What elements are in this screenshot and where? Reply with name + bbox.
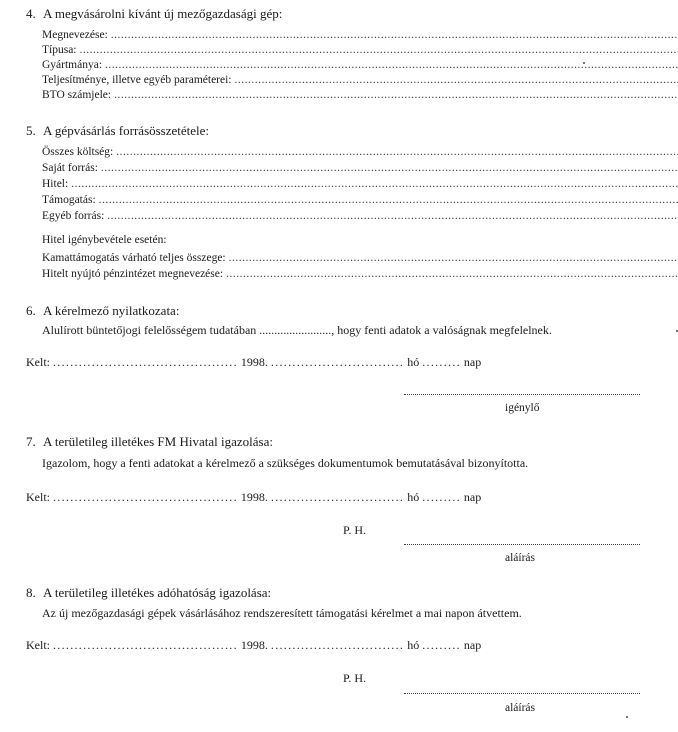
field-gyartmanya[interactable] [42,59,678,71]
field-label: Saját forrás: [42,162,98,174]
scan-speck [626,716,628,718]
scan-speck [583,62,585,64]
signature-line[interactable] [404,693,640,694]
statement-text: , hogy fenti adatok a valóságnak megfelelnek. [331,323,552,337]
month-fill-in[interactable]: ............................... [270,355,405,369]
section-title: A területileg illetékes FM Hivatal igazolása: [43,434,273,449]
field-label: Összes költség: [42,146,114,158]
signature-caption: igénylő [505,402,540,414]
fill-in-line[interactable] [105,59,678,71]
day-label: nap [463,638,482,652]
field-tipusa[interactable] [42,44,678,56]
stamp-placeholder: P. H. [343,671,367,685]
field-sajat-forras[interactable] [42,162,678,174]
fill-in-line[interactable] [99,194,678,206]
field-osszes-koltseg[interactable] [42,146,678,158]
place-fill-in[interactable]: ........................................... [53,490,238,504]
day-fill-in[interactable]: ......... [422,638,461,652]
field-label: Gyártmánya: [42,59,103,71]
year-label: 1998. [240,490,268,504]
fill-in-line[interactable] [116,146,678,158]
section-number: 6. [26,303,36,318]
field-label: Egyéb forrás: [42,210,105,222]
year-label: 1998. [240,355,268,369]
day-label: nap [463,355,482,369]
section-number: 4. [26,6,36,21]
signature-line[interactable] [404,544,640,545]
fill-in-line[interactable] [226,268,678,280]
fill-in-line[interactable] [80,44,678,56]
section-title: A területileg illetékes adóhatóság igazolása: [43,585,272,600]
fill-in-line[interactable] [71,178,678,190]
name-fill-in-line[interactable]: ........................ [259,323,332,337]
section-title: A megvásárolni kívánt új mezőgazdasági gép: [43,6,283,21]
month-label: hó [407,490,420,504]
field-teljesitmenye[interactable] [42,74,678,86]
declaration-statement [42,323,552,338]
field-label: BTO számjele: [42,89,112,101]
credit-intro: Hitel igénybevétele esetén: [42,234,167,246]
section-number: 7. [26,434,36,449]
field-bto-szamjele[interactable] [42,89,678,101]
section-5-heading [26,123,209,139]
stamp-placeholder: P. H. [343,523,367,537]
section-number: 5. [26,123,36,138]
place-fill-in[interactable]: ........................................... [53,638,238,652]
fill-in-line[interactable] [111,29,678,41]
fill-in-line[interactable] [107,210,678,222]
signature-caption: aláírás [505,702,536,714]
field-kamattamogatas[interactable] [42,252,678,264]
month-label: hó [407,638,420,652]
signature-caption: aláírás [505,552,536,564]
fill-in-line[interactable] [235,74,678,86]
kelt-label: Kelt: [26,355,50,369]
field-label: Teljesítménye, illetve egyéb paraméterei: [42,74,232,86]
field-egyeb-forras[interactable] [42,210,678,222]
section-7-heading [26,434,273,450]
month-fill-in[interactable]: ............................... [270,638,405,652]
statement-text: Alulírott büntetőjogi felelősségem tudatában [42,323,257,337]
field-tamogatas[interactable] [42,194,678,206]
section-6-heading [26,303,179,319]
field-label: Támogatás: [42,194,96,206]
kelt-label: Kelt: [26,638,50,652]
section-title: A kérelmező nyilatkozata: [43,303,180,318]
field-label: Kamattámogatás várható teljes összege: [42,252,226,264]
field-label: Megnevezése: [42,29,108,41]
date-line [26,355,481,370]
kelt-label: Kelt: [26,490,50,504]
day-label: nap [463,490,482,504]
place-fill-in[interactable]: ........................................... [53,355,238,369]
section-number: 8. [26,585,36,600]
date-line [26,638,481,653]
month-label: hó [407,355,420,369]
date-line [26,490,481,505]
month-fill-in[interactable]: ............................... [270,490,405,504]
certification-statement: Igazolom, hogy a fenti adatokat a kérelmező a szükséges dokumentumok bemutatásával bizonyította. [42,456,529,470]
receipt-statement: Az új mezőgazdasági gépek vásárlásához rendszeresített támogatási kérelmet a mai napon átvettem. [42,606,522,620]
fill-in-line[interactable] [114,89,678,101]
section-4-heading [26,6,282,22]
section-8-heading [26,585,271,601]
field-megnevezese[interactable] [42,29,678,41]
fill-in-line[interactable] [229,252,678,264]
signature-line[interactable] [404,394,640,395]
day-fill-in[interactable]: ......... [422,490,461,504]
field-penzintezet[interactable] [42,268,678,280]
year-label: 1998. [240,638,268,652]
field-label: Hitelt nyújtó pénzintézet megnevezése: [42,268,224,280]
section-title: A gépvásárlás forrásösszetétele: [43,123,210,138]
day-fill-in[interactable]: ......... [422,355,461,369]
field-label: Hitel: [42,178,69,190]
fill-in-line[interactable] [101,162,678,174]
field-hitel[interactable] [42,178,678,190]
field-label: Típusa: [42,44,77,56]
